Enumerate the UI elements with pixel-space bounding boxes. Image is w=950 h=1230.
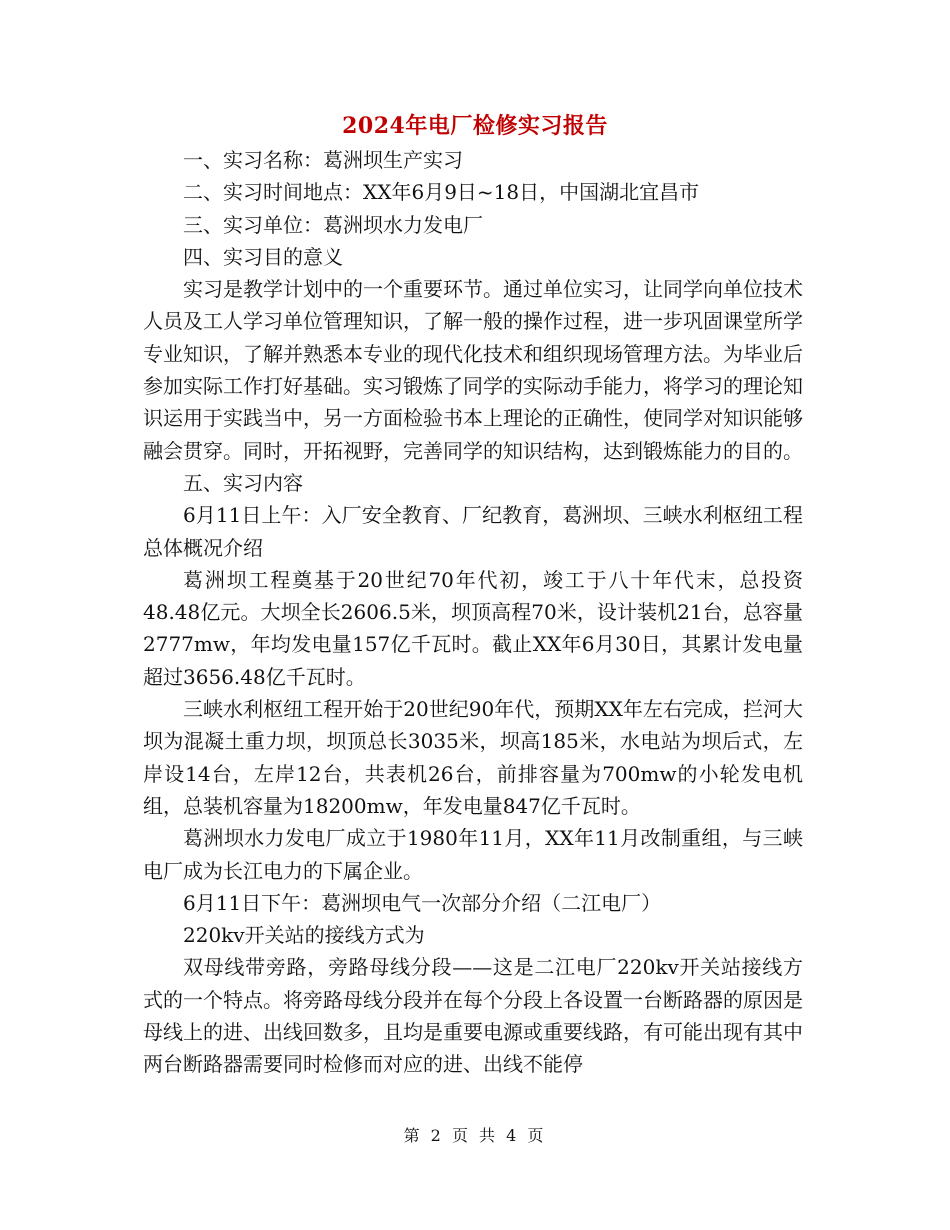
paragraph-purpose-text: 实习是教学计划中的一个重要环节。通过单位实习，让同学向单位技术人员及工人学习单位管理知识，了解一般的操作过程，进一步巩固课堂所学专业知识，了解并熟悉本专业的现代化技术和组织现场管理方法。为毕业后参加实际工作打好基础。实习锻炼了同学的实际动手能力，将学习的理论知识运用于实践当中，另一方面检验书本上理论的正确性，使同学对知识能够融会贯穿。同时，开拓视野，完善同学的知识结构，达到锻炼能力的目的。 bbox=[143, 277, 803, 463]
paragraph-three-gorges-project: 三峡水利枢纽工程开始于20世纪90年代，预期XX年左右完成，拦河大坝为混凝土重力坝，坝顶总长3035米，坝高185米，水电站为坝后式，左岸设14台，左岸12台，共表机26台，前排容量为700mw的小轮发电机组，总装机容量为18200mw，年发电量847亿千瓦时。 bbox=[143, 697, 803, 818]
paragraph-june11-morning: 6月11日上午：入厂安全教育、厂纪教育，葛洲坝、三峡水利枢纽工程总体概况介绍 bbox=[143, 503, 803, 560]
document-title: 2024年电厂检修实习报告 bbox=[342, 113, 608, 139]
paragraph-switchyard-wiring: 220kv开关站的接线方式为 bbox=[183, 923, 425, 948]
heading-internship-content: 五、实习内容 bbox=[183, 470, 303, 495]
heading-internship-purpose: 四、实习目的意义 bbox=[183, 244, 343, 269]
paragraph-internship-name: 一、实习名称：葛洲坝生产实习 bbox=[183, 148, 463, 172]
paragraph-double-bus-bypass: 双母线带旁路，旁路母线分段——这是二江电厂220kv开关站接线方式的一个特点。将旁路母线分段并在每个分段上各设置一台断路器的原因是母线上的进、出线回数多，且均是重要电源或重要线路，有可能出现有其中两台断路器需要同时检修而对应的进、出线不能停 bbox=[143, 955, 803, 1077]
document-body bbox=[143, 144, 803, 1081]
paragraph-internship-time-place: 二、实习时间地点：XX年6月9日~18日，中国湖北宜昌市 bbox=[183, 180, 700, 205]
paragraph-internship-unit: 三、实习单位：葛洲坝水力发电厂 bbox=[183, 212, 483, 237]
paragraph-power-plant-history: 葛洲坝水力发电厂成立于1980年11月，XX年11月改制重组，与三峡电厂成为长江电力的下属企业。 bbox=[143, 826, 803, 883]
page-footer: 第 2 页 共 4 页 bbox=[403, 1126, 547, 1145]
paragraph-june11-afternoon: 6月11日下午：葛洲坝电气一次部分介绍（二江电厂） bbox=[183, 890, 662, 915]
paragraph-gezhouba-project: 葛洲坝工程奠基于20世纪70年代初，竣工于八十年代末，总投资48.48亿元。大坝全长2606.5米，坝顶高程70米，设计装机21台，总容量2777mw，年均发电量157亿千瓦时。截止XX年6月30日，其累计发电量超过3656.48亿千瓦时。 bbox=[143, 567, 803, 689]
